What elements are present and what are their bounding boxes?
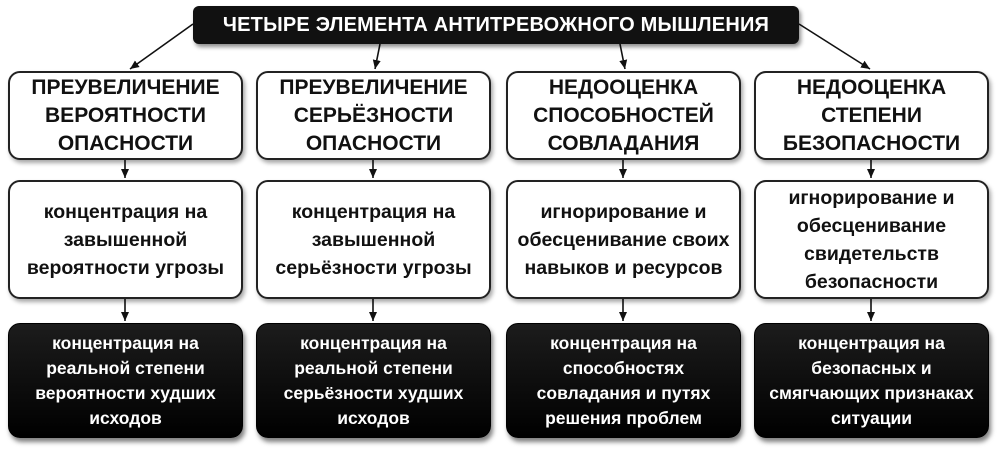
column-1-correction: концентрация на реальной степени вероятности худших исходов bbox=[8, 323, 243, 438]
arrow-title-to-col1 bbox=[130, 24, 193, 69]
column-4-header: НЕДООЦЕНКА СТЕПЕНИ БЕЗОПАСНОСТИ bbox=[754, 71, 989, 160]
column-4-correction: концентрация на безопасных и смягчающих признаках ситуации bbox=[754, 323, 989, 438]
arrow-title-to-col2 bbox=[375, 44, 380, 69]
column-3-header: НЕДООЦЕНКА СПОСОБНОСТЕЙ СОВЛАДАНИЯ bbox=[506, 71, 741, 160]
arrow-title-to-col3 bbox=[620, 44, 625, 69]
diagram-title: ЧЕТЫРЕ ЭЛЕМЕНТА АНТИТРЕВОЖНОГО МЫШЛЕНИЯ bbox=[193, 6, 799, 44]
arrow-title-to-col4 bbox=[799, 24, 870, 69]
column-3-correction: концентрация на способностях совладания и путях решения проблем bbox=[506, 323, 741, 438]
column-1-header: ПРЕУВЕЛИЧЕНИЕ ВЕРОЯТНОСТИ ОПАСНОСТИ bbox=[8, 71, 243, 160]
column-2-correction: концентрация на реальной степени серьёзности худших исходов bbox=[256, 323, 491, 438]
column-1-distortion: концентрация на завышенной вероятности угрозы bbox=[8, 180, 243, 299]
column-2-header: ПРЕУВЕЛИЧЕНИЕ СЕРЬЁЗНОСТИ ОПАСНОСТИ bbox=[256, 71, 491, 160]
column-2-distortion: концентрация на завышенной серьёзности угрозы bbox=[256, 180, 491, 299]
column-3-distortion: игнорирование и обесценивание своих навыков и ресурсов bbox=[506, 180, 741, 299]
column-4-distortion: игнорирование и обесценивание свидетельств безопасности bbox=[754, 180, 989, 299]
